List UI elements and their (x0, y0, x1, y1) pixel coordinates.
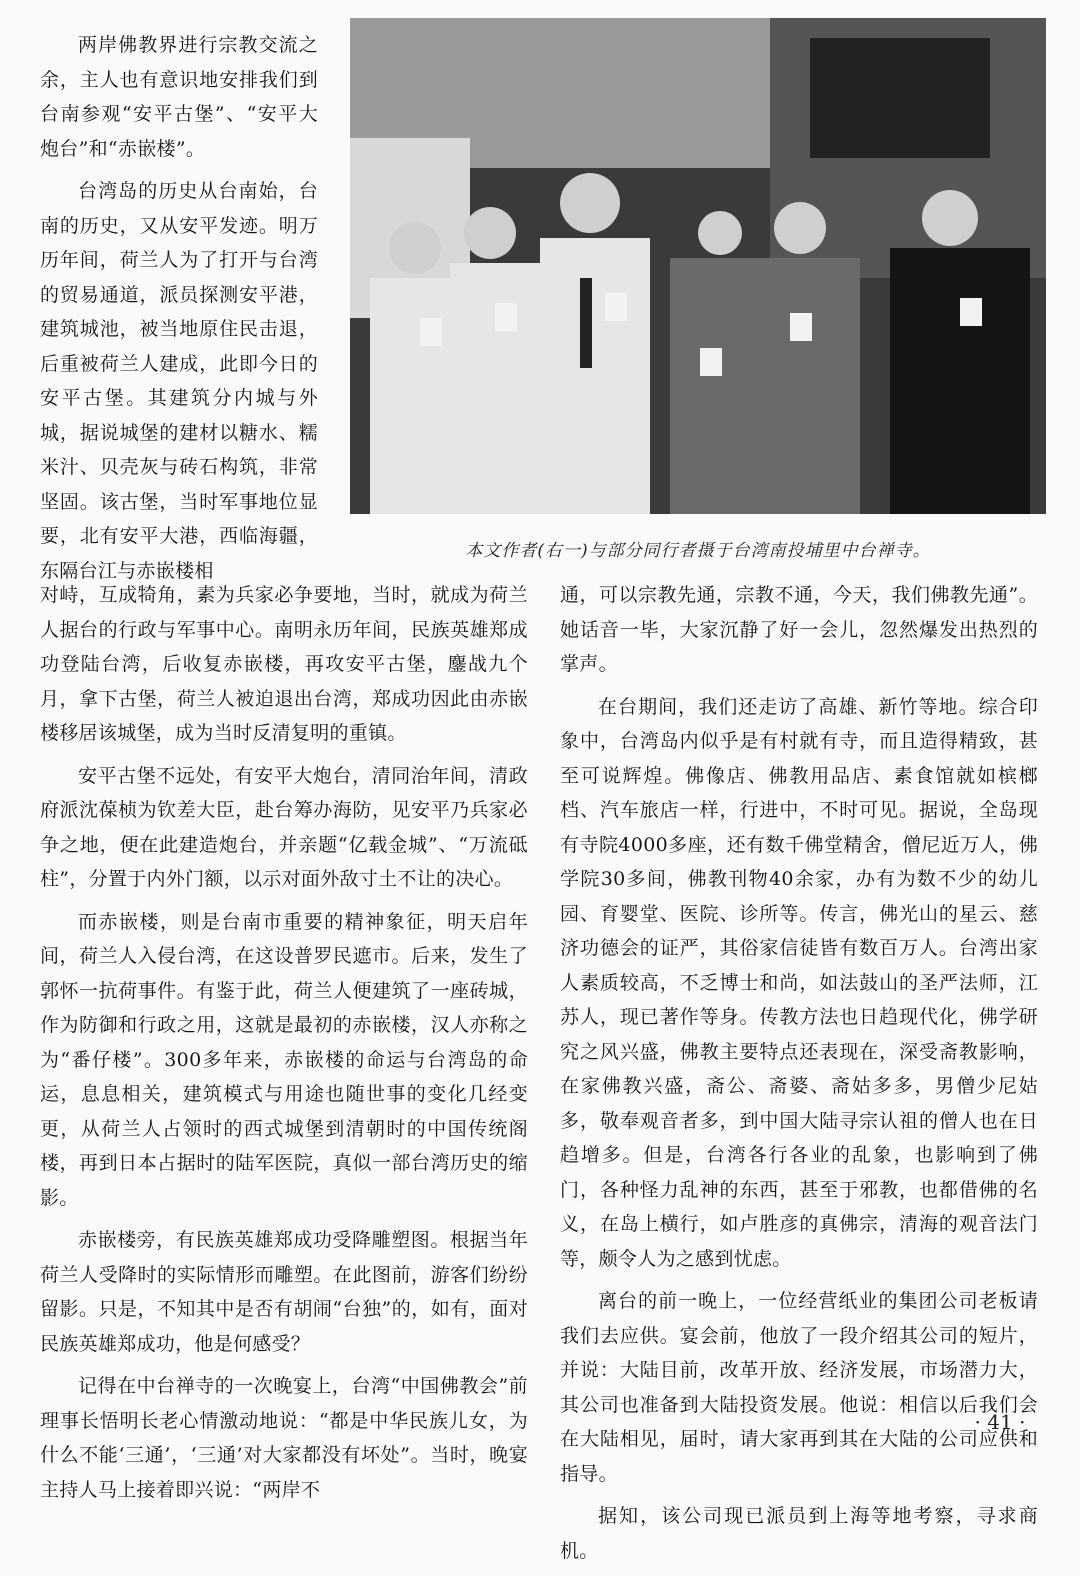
left-column-top (40, 28, 318, 596)
paragraph: 离台的前一晚上，一位经营纸业的集团公司老板请我们去应供。宴会前，他放了一段介绍其公司的短片，并说：大陆目前，改革开放、经济发展，市场潜力大，其公司也准备到大陆投资发展。他说：相信以后我们会在大陆相见，届时，请大家再到其在大陆的公司应供和指导。 (560, 1290, 1038, 1485)
group-photo-image (350, 18, 1046, 514)
paragraph: 在台期间，我们还走访了高雄、新竹等地。综合印象中，台湾岛内似乎是有村就有寺，而且造得精致，甚至可说辉煌。佛像店、佛教用品店、素食馆就如槟榔档、汽车旅店一样，行进中，不时可见。据说，全岛现有寺院4000多座，还有数千佛堂精舍，僧尼近万人，佛学院30多间，佛教刊物40余家，办有为数不少的幼儿园、育婴堂、医院、诊所等。传言，佛光山的星云、慈济功德会的证严，其俗家信徒皆有数百万人。台湾出家人素质较高，不乏博士和尚，如法鼓山的圣严法师，江苏人，现已著作等身。传教方法也日趋现代化，佛学研究之风兴盛，佛教主要特点还表现在，深受斋教影响，在家佛教兴盛，斋公、斋婆、斋姑多多，男僧少尼姑多，敬奉观音者多，到中国大陆寻宗认祖的僧人也在日趋增多。但是，台湾各行各业的乱象，也影响到了佛门，各种怪力乱神的东西，甚至于邪教，也都借佛的名义，在岛上横行，如卢胜彦的真佛宗，清海的观音法门等，颇令人为之感到忧虑。 (560, 695, 1038, 1270)
paragraph: 台湾岛的历史从台南始，台南的历史，又从安平发迹。明万历年间，荷兰人为了打开与台湾的贸易通道，派员探测安平港，建筑城池，被当地原住民击退，后重被荷兰人建成，此即今日的安平古堡。其建筑分内城与外城，据说城堡的建材以糖水、糯米汁、贝壳灰与砖石构筑，非常坚固。该古堡，当时军事地位显要，北有安平大港，西临海疆，东隔台江与赤嵌楼相 (40, 180, 318, 582)
paragraph: 通，可以宗教先通，宗教不通，今天，我们佛教先通”。她话音一毕，大家沉静了好一会儿，忽然爆发出热烈的掌声。 (560, 584, 1038, 675)
paragraph: 对峙，互成犄角，素为兵家必争要地，当时，就成为荷兰人据台的行政与军事中心。南明永历年间，民族英雄郑成功登陆台湾，后收复赤嵌楼，再攻安平古堡，鏖战九个月，拿下古堡，荷兰人被迫退出台湾，郑成功因此由赤嵌楼移居该城堡，成为当时反清复明的重镇。 (40, 584, 528, 744)
paragraph: 两岸佛教界进行宗教交流之余，主人也有意识地安排我们到台南参观“安平古堡”、“安平大炮台”和“赤嵌楼”。 (40, 34, 318, 160)
paragraph: 记得在中台禅寺的一次晚宴上，台湾“中国佛教会”前理事长悟明长老心情激动地说：“都是中华民族儿女，为什么不能‘三通’，‘三通’对大家都没有坏处”。当时，晚宴主持人马上接着即兴说：“两岸不 (40, 1375, 528, 1501)
paragraph: 安平古堡不远处，有安平大炮台，清同治年间，清政府派沈葆桢为钦差大臣，赴台筹办海防，见安平乃兵家必争之地，便在此建造炮台，并亲题“亿载金城”、“万流砥柱”，分置于内外门额，以示对面外敌寸土不让的决心。 (40, 764, 528, 890)
paragraph: 而赤嵌楼，则是台南市重要的精神象征，明天启年间，荷兰人入侵台湾，在这设普罗民遮市。后来，发生了郭怀一抗荷事件。有鉴于此，荷兰人便建筑了一座砖城，作为防御和行政之用，这就是最初的赤嵌楼，汉人亦称之为“番仔楼”。300多年来，赤嵌楼的命运与台湾岛的命运，息息相关，建筑模式与用途也随世事的变化几经变更，从荷兰人占领时的西式城堡到清朝时的中国传统阁楼，再到日本占据时的陆军医院，真似一部台湾历史的缩影。 (40, 910, 528, 1209)
group-photo (350, 18, 1046, 514)
left-column-bottom (40, 578, 528, 1515)
page-number: · 41 · (974, 1410, 1026, 1434)
paragraph: 赤嵌楼旁，有民族英雄郑成功受降雕塑图。根据当年荷兰人受降时的实际情形而雕塑。在此图前，游客们纷纷留影。只是，不知其中是否有胡闹“台独”的，如有，面对民族英雄郑成功，他是何感受？ (40, 1229, 528, 1355)
paragraph: 据知，该公司现已派员到上海等地考察，寻求商机。 (560, 1505, 1038, 1562)
photo-caption: 本文作者(右一)与部分同行者摄于台湾南投埔里中台禅寺。 (465, 541, 931, 561)
